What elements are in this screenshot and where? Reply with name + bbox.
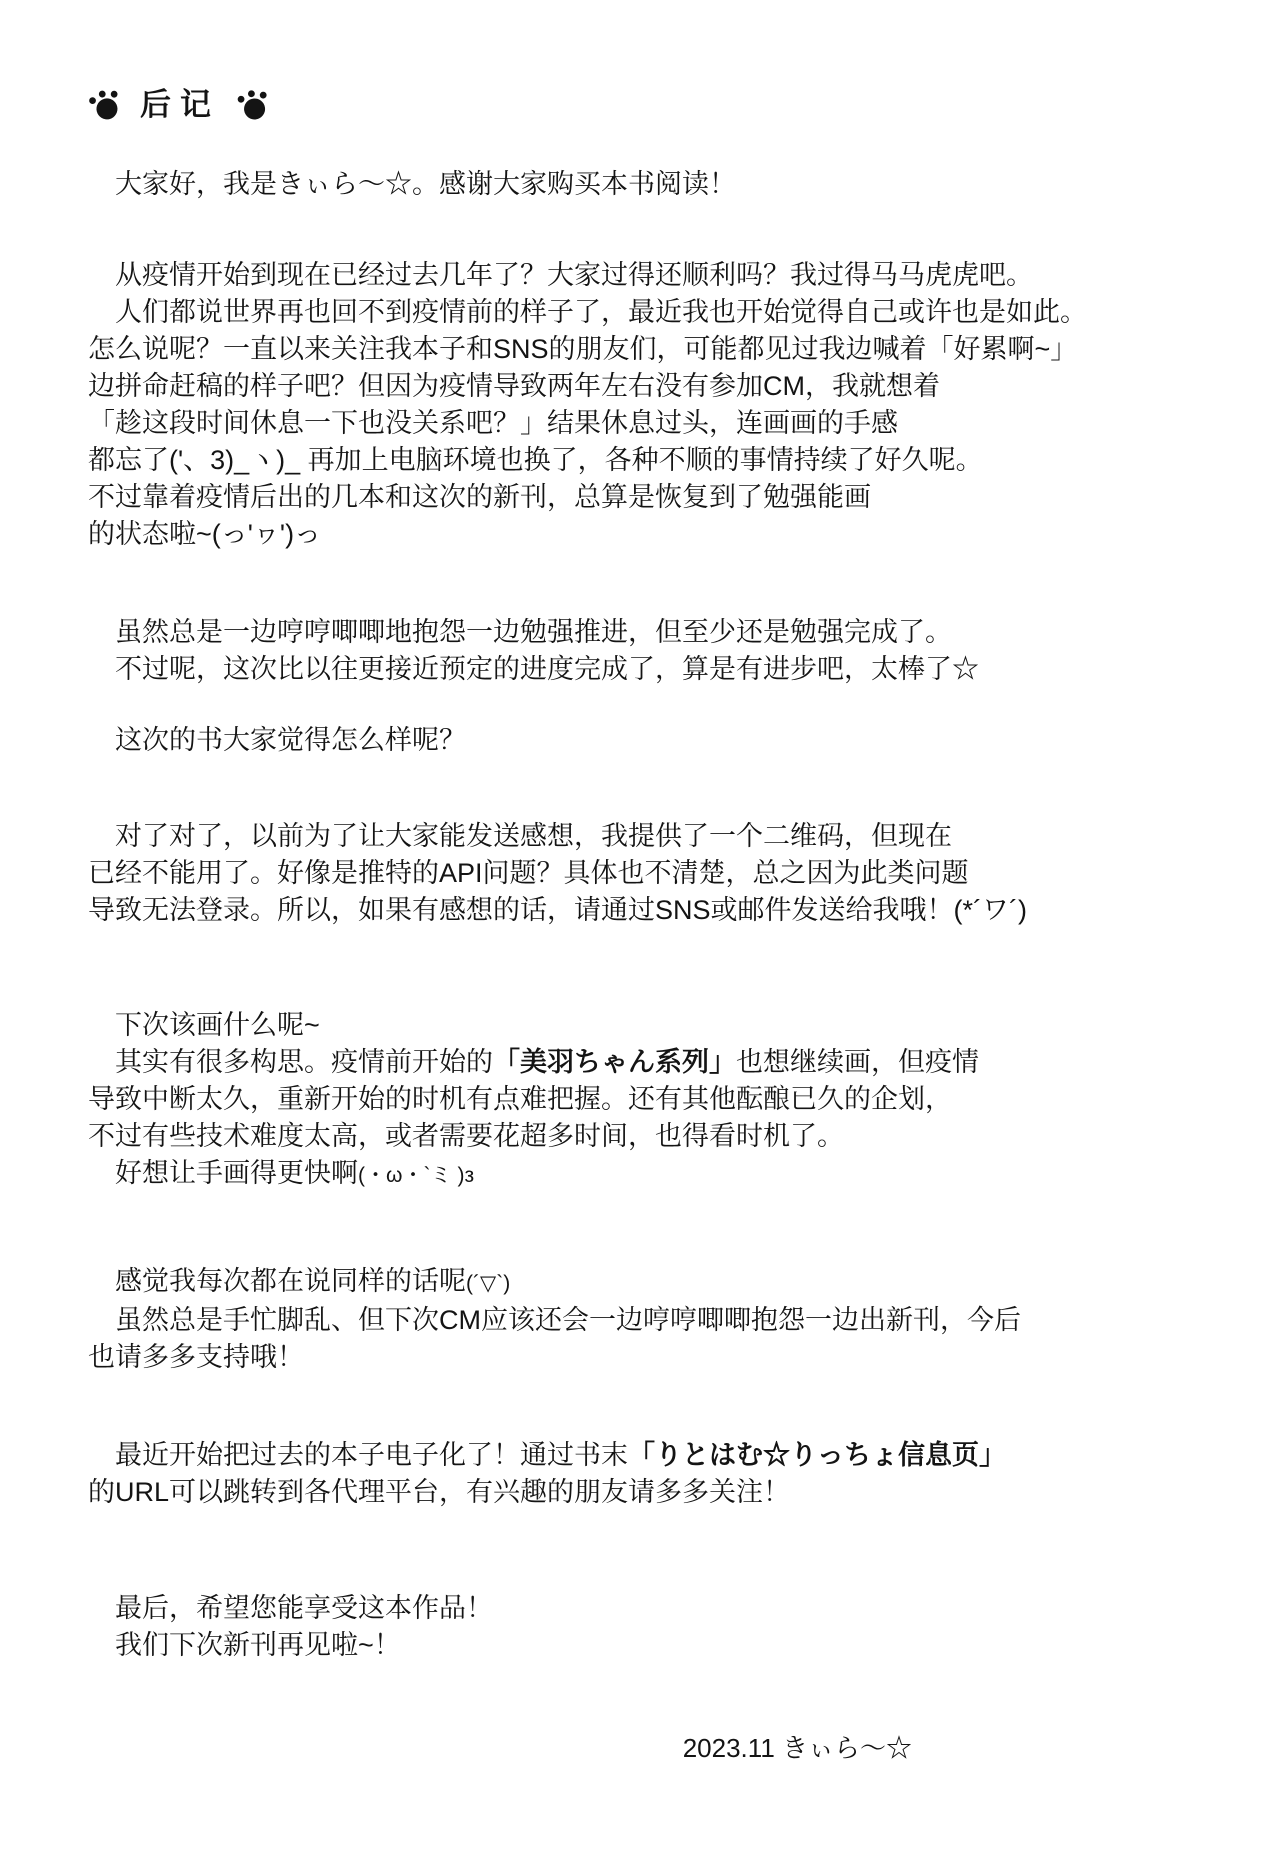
text-line: 这次的书大家觉得怎么样呢？: [88, 725, 466, 755]
text-line: 不过靠着疫情后出的几本和这次的新刊，总算是恢复到了勉强能画: [88, 482, 871, 512]
page-title-row: [88, 84, 1200, 126]
text-line: [88, 1155, 1200, 1194]
text-line: 的状态啦~(っ'ヮ')っ: [88, 519, 322, 549]
series-name: 「美羽ちゃん系列」: [493, 1047, 736, 1077]
paragraph-progress: [88, 614, 1200, 688]
paragraph-same-words: [88, 1263, 1200, 1376]
text-line: 从疫情开始到现在已经过去几年了？大家过得还顺利吗？我过得马马虎虎吧。: [88, 260, 1033, 290]
text-line: 人们都说世界再也回不到疫情前的样子了，最近我也开始觉得自己或许也是如此。: [88, 297, 1087, 327]
text-line: [88, 1263, 1200, 1302]
text-line: 虽然总是一边哼哼唧唧地抱怨一边勉强推进，但至少还是勉强完成了。: [88, 617, 952, 647]
text-line: 最后，希望您能享受这本作品！: [88, 1593, 493, 1623]
text-line: 导致无法登录。所以，如果有感想的话，请通过SNS或邮件发送给我哦！(*´ワ´): [88, 895, 1027, 925]
text-line: 也请多多支持哦！: [88, 1342, 304, 1372]
text-line: 边拼命赶稿的样子吧？但因为疫情导致两年左右没有参加CM，我就想着: [88, 371, 940, 401]
text-segment: 好想让手画得更快啊: [88, 1158, 358, 1188]
kaomoji: (´▽`): [466, 1272, 511, 1295]
text-line: 不过有些技术难度太高，或者需要花超多时间，也得看时机了。: [88, 1121, 844, 1151]
text-line: 不过呢，这次比以往更接近预定的进度完成了，算是有进步吧，太棒了☆: [88, 654, 979, 684]
paragraph-question: [88, 722, 1200, 759]
paragraph-digital-books: [88, 1437, 1200, 1511]
info-page-name: 「りとはむ☆りっちょ信息页」: [628, 1440, 1006, 1470]
kaomoji: (・ω・`ミ )з: [358, 1164, 475, 1187]
paragraph-pandemic: [88, 257, 1200, 553]
text-segment: 其实有很多构思。疫情前开始的: [88, 1047, 493, 1077]
text-line: 已经不能用了。好像是推特的API问题？具体也不清楚，总之因为此类问题: [88, 858, 969, 888]
paragraph-qr-code: [88, 818, 1200, 929]
text-line: 虽然总是手忙脚乱、但下次CM应该还会一边哼哼唧唧抱怨一边出新刊，今后: [88, 1305, 1021, 1335]
paragraph-next-plans: [88, 1007, 1200, 1194]
text-line: 下次该画什么呢~: [88, 1010, 320, 1040]
paragraph-farewell: [88, 1590, 1200, 1664]
paw-print-icon: [234, 86, 274, 125]
paw-print-icon: [84, 84, 127, 126]
date-signature: 2023.11 きぃら～☆: [682, 1733, 912, 1763]
text-line: 对了对了，以前为了让大家能发送感想，我提供了一个二维码，但现在: [88, 821, 952, 851]
text-line: 我们下次新刊再见啦~！: [88, 1630, 401, 1660]
text-line: 怎么说呢？一直以来关注我本子和SNS的朋友们，可能都见过我边喊着「好累啊~」: [88, 334, 1078, 364]
text-segment: 感觉我每次都在说同样的话呢: [88, 1266, 466, 1296]
page-title: 后记: [140, 87, 220, 122]
text-line: 大家好，我是きぃら～☆。感谢大家购买本书阅读！: [88, 169, 736, 199]
text-segment: 也想继续画，但疫情: [736, 1047, 979, 1077]
text-line: 「趁这段时间休息一下也没关系吧？」结果休息过头，连画画的手感: [88, 408, 898, 438]
text-line: 的URL可以跳转到各代理平台，有兴趣的朋友请多多关注！: [88, 1477, 791, 1507]
text-line: 导致中断太久，重新开始的时机有点难把握。还有其他酝酿已久的企划，: [88, 1084, 952, 1114]
text-line: 都忘了('、3)_ヽ)_ 再加上电脑环境也换了，各种不顺的事情持续了好久呢。: [88, 445, 983, 475]
text-line: [88, 1044, 1200, 1081]
text-line: [88, 1437, 1200, 1474]
paragraph-greeting: [88, 166, 1200, 203]
text-segment: 最近开始把过去的本子电子化了！通过书末: [88, 1440, 628, 1470]
